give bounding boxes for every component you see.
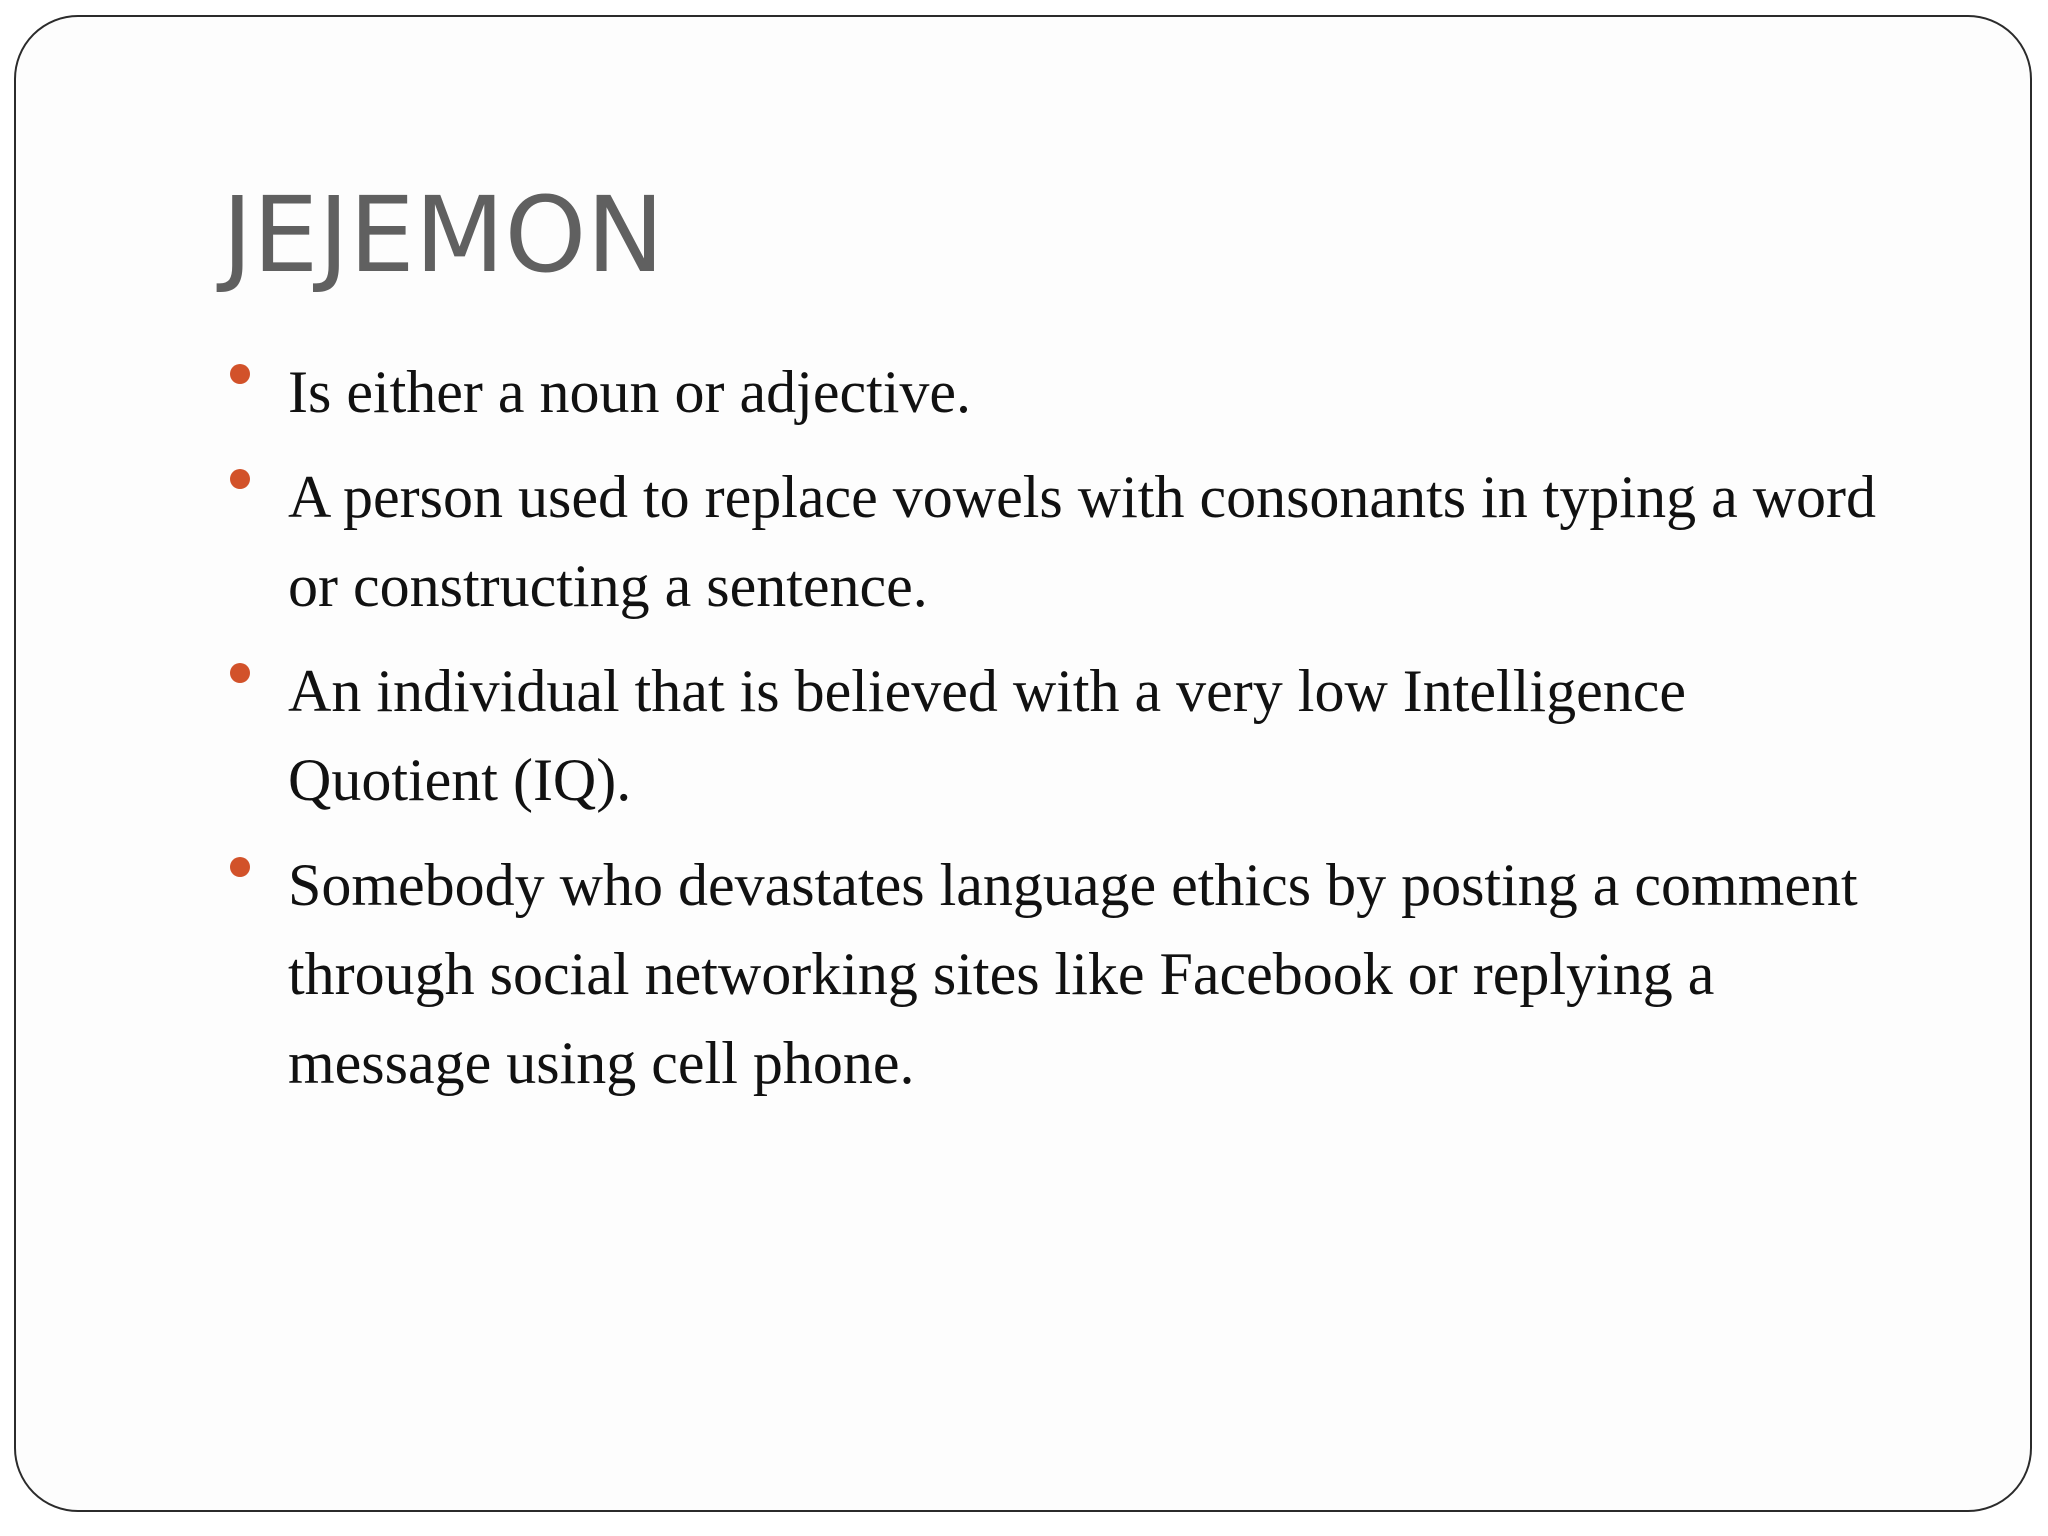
bullet-item [226, 647, 1906, 825]
bullet-text: A person used to replace vowels with consonants in typing a word or constructing a sentence. [288, 464, 1877, 619]
bullet-dot-icon [230, 469, 250, 489]
bullet-dot-icon [230, 663, 250, 683]
bullet-text: Somebody who devastates language ethics by posting a comment through social networking sites like Facebook or replying a message using cell phone. [288, 852, 1858, 1096]
bullet-item [226, 453, 1906, 631]
bullet-text: Is either a noun or adjective. [288, 359, 972, 425]
bullet-list [226, 348, 1906, 1124]
bullet-item [226, 841, 1906, 1108]
bullet-item [226, 348, 1906, 437]
slide-title: JEJEMON [222, 174, 665, 296]
bullet-dot-icon [230, 857, 250, 877]
bullet-dot-icon [230, 364, 250, 384]
bullet-text: An individual that is believed with a very low Intelligence Quotient (IQ). [288, 658, 1686, 813]
